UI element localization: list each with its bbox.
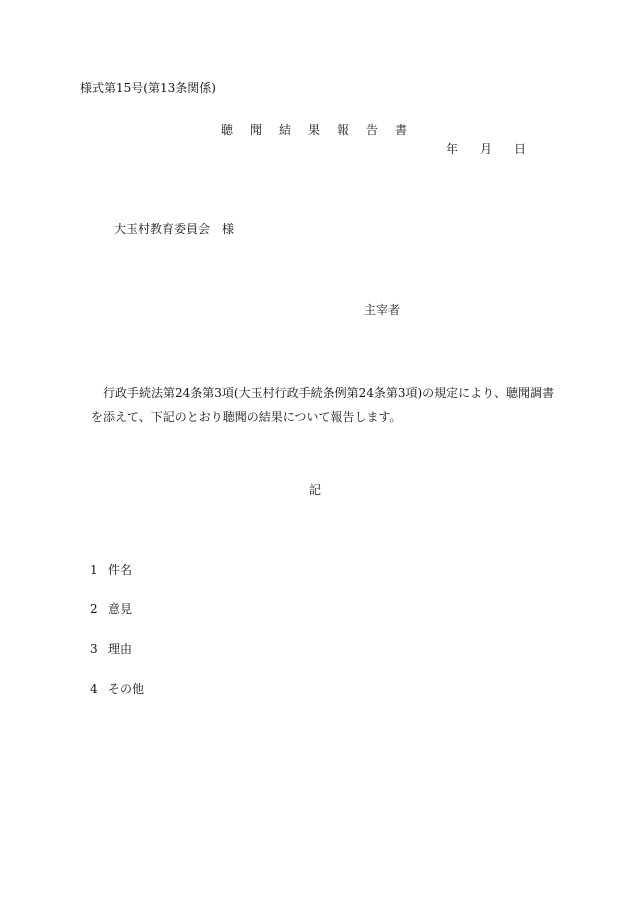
- item-number: 2: [90, 602, 98, 616]
- list-item: [90, 643, 132, 655]
- date-day: 日: [514, 142, 527, 156]
- item-number: 4: [90, 682, 98, 696]
- form-number: 様式第15号(第13条関係): [80, 81, 216, 95]
- body-text: 行政手続法第24条第3項(大玉村行政手続条例第24条第3項)の規定により、聴聞調書を添えて、下記のとおり聴聞の結果について報告します。: [91, 386, 555, 424]
- list-item: [90, 564, 132, 576]
- item-label: 意見: [108, 602, 133, 616]
- date-month: 月: [480, 142, 493, 156]
- item-number: 1: [90, 563, 98, 577]
- list-item: [90, 683, 144, 695]
- list-item: [90, 603, 132, 615]
- addressee: 大玉村教育委員会 様: [114, 222, 235, 236]
- ki-heading: 記: [309, 483, 322, 497]
- item-number: 3: [90, 642, 98, 656]
- host-label: 主宰者: [364, 303, 401, 317]
- item-label: その他: [108, 682, 145, 696]
- item-label: 件名: [108, 563, 133, 577]
- date-line: [446, 143, 526, 155]
- document-title: 聴聞結果報告書: [221, 123, 425, 137]
- date-year: 年: [446, 142, 459, 156]
- item-label: 理由: [108, 642, 133, 656]
